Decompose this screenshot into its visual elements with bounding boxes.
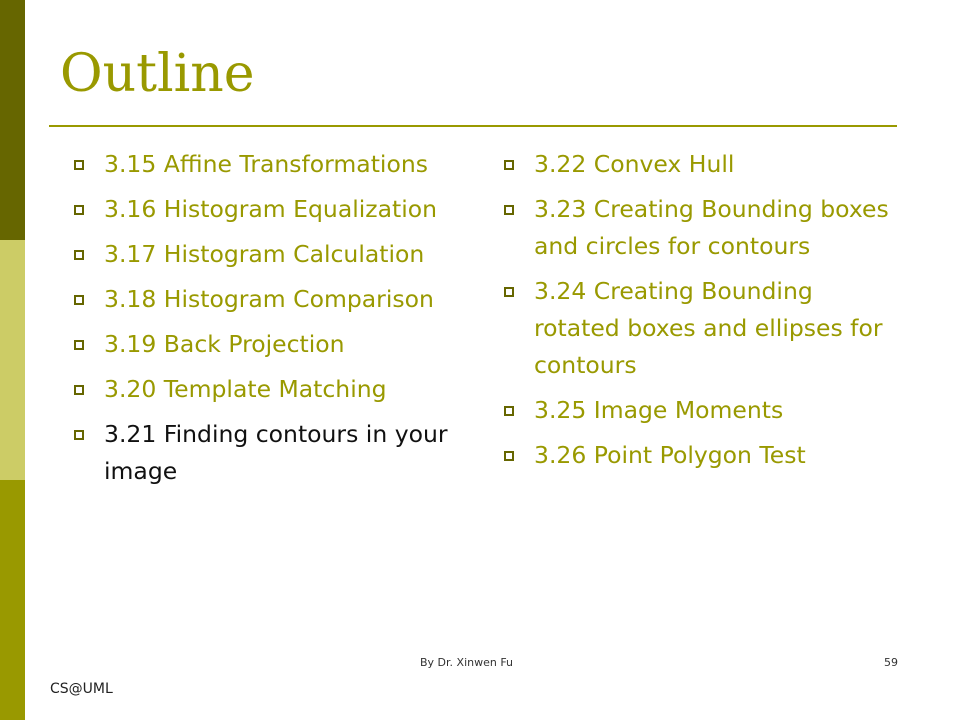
list-item xyxy=(502,392,902,429)
footer-org: CS@UML xyxy=(50,681,113,697)
page-number: 59 xyxy=(884,656,898,669)
list-item-label: 3.15 Affine Transformations xyxy=(104,150,428,178)
square-bullet-icon xyxy=(504,451,514,461)
square-bullet-icon xyxy=(74,340,84,350)
list-item-label: 3.17 Histogram Calculation xyxy=(104,240,425,268)
list-item xyxy=(72,371,482,408)
list-item-label: 3.26 Point Polygon Test xyxy=(534,441,806,469)
square-bullet-icon xyxy=(74,160,84,170)
list-item xyxy=(72,146,482,183)
square-bullet-icon xyxy=(74,430,84,440)
list-item-label: 3.21 Finding contours in your image xyxy=(104,420,448,485)
list-item xyxy=(72,191,482,228)
slide-title: Outline xyxy=(60,44,255,104)
square-bullet-icon xyxy=(504,160,514,170)
list-item-current xyxy=(72,416,482,490)
square-bullet-icon xyxy=(74,295,84,305)
outline-list-left xyxy=(72,146,482,498)
list-item-label: 3.23 Creating Bounding boxes and circles for contours xyxy=(534,195,889,260)
list-item xyxy=(502,437,902,474)
square-bullet-icon xyxy=(504,287,514,297)
sidebar-bar-bottom xyxy=(0,480,25,720)
square-bullet-icon xyxy=(504,406,514,416)
outline-list-right xyxy=(502,146,902,482)
list-item xyxy=(72,326,482,363)
list-item xyxy=(72,281,482,318)
sidebar-bar-middle xyxy=(0,240,25,480)
square-bullet-icon xyxy=(74,385,84,395)
square-bullet-icon xyxy=(74,205,84,215)
title-divider xyxy=(49,125,897,127)
list-item-label: 3.24 Creating Bounding rotated boxes and ellipses for contours xyxy=(534,277,883,379)
footer-author: By Dr. Xinwen Fu xyxy=(420,656,514,669)
square-bullet-icon xyxy=(504,205,514,215)
list-item xyxy=(502,191,902,265)
sidebar-bar-top xyxy=(0,0,25,240)
list-item-label: 3.22 Convex Hull xyxy=(534,150,735,178)
list-item xyxy=(502,146,902,183)
list-item-label: 3.18 Histogram Comparison xyxy=(104,285,434,313)
list-item-label: 3.19 Back Projection xyxy=(104,330,345,358)
list-item xyxy=(502,273,902,384)
list-item xyxy=(72,236,482,273)
square-bullet-icon xyxy=(74,250,84,260)
list-item-label: 3.25 Image Moments xyxy=(534,396,784,424)
list-item-label: 3.20 Template Matching xyxy=(104,375,387,403)
list-item-label: 3.16 Histogram Equalization xyxy=(104,195,438,223)
